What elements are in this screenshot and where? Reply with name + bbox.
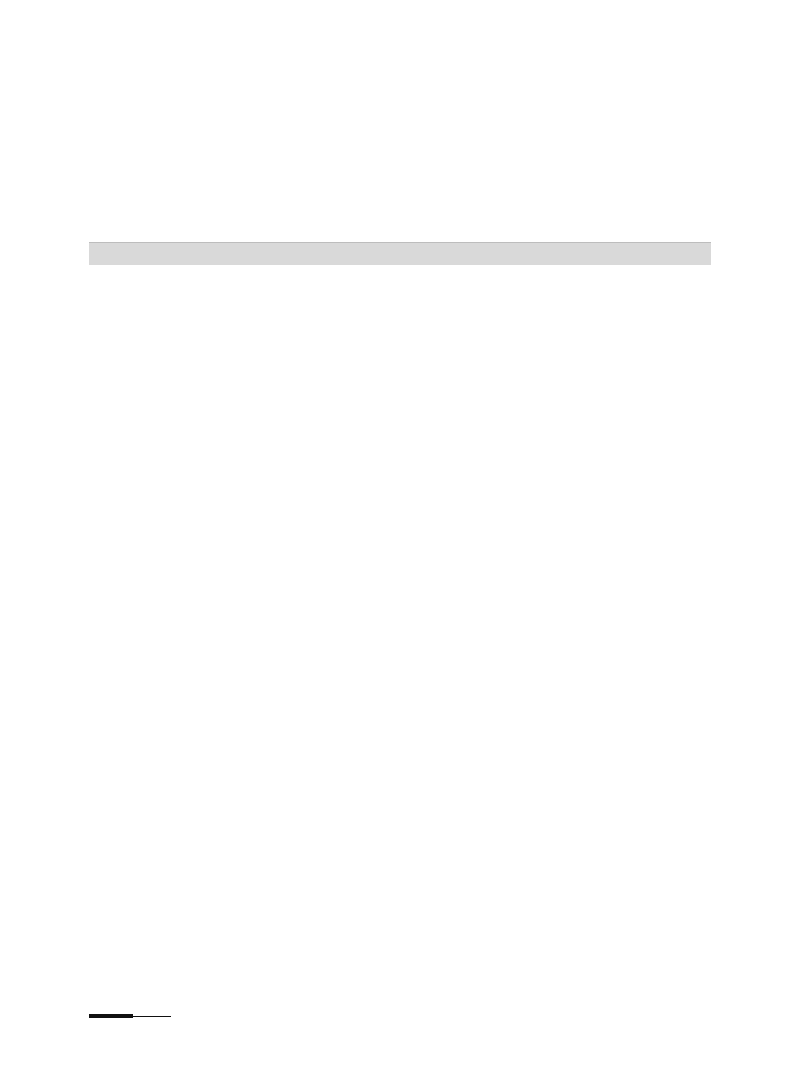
section-header: [89, 242, 711, 265]
footer-rule-thin: [133, 1016, 171, 1017]
footer-rule: [89, 1014, 133, 1018]
